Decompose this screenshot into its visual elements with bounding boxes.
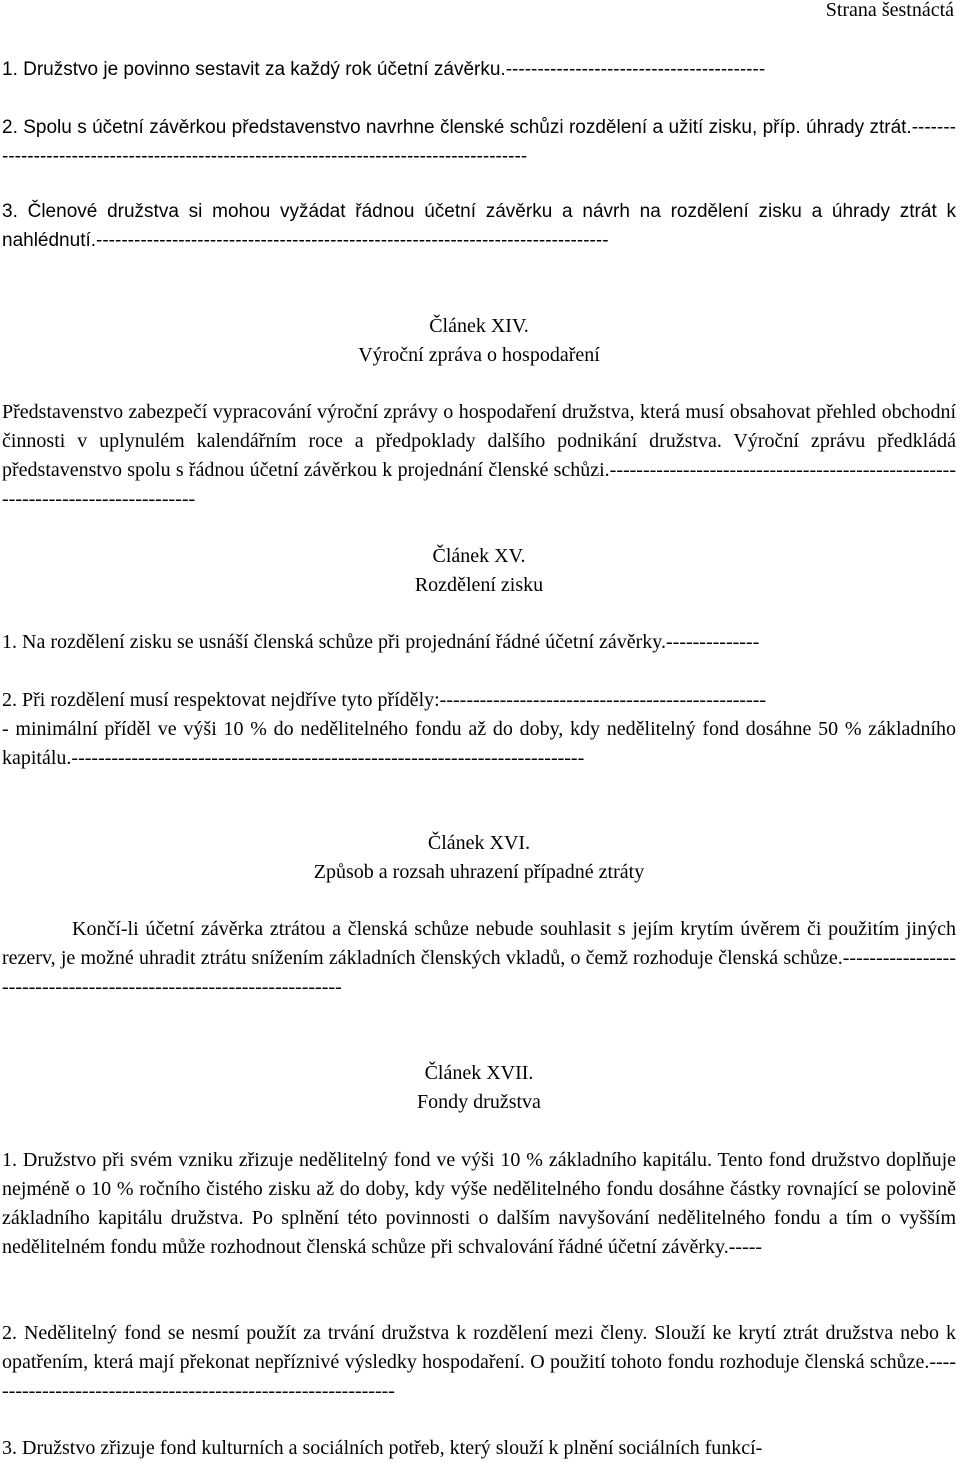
paragraph-1: 1. Družstvo je povinno sestavit za každý rok účetní závěrku.----------------------------------------- (2, 59, 766, 80)
article-xv-paragraph-2: 2. Při rozdělení musí respektovat nejdříve tyto příděly:------------------------------------------------- (2, 689, 767, 711)
article-xv-paragraph-1: 1. Na rozdělení zisku se usnáší členská schůze při projednání řádné účetní závěrky.-------------- (2, 631, 760, 653)
paragraph-2: 2. Spolu s účetní závěrkou představenstvo navrhne členské schůzi rozdělení a užití zisku, příp. úhrady ztrát.------------------------------------------------------------------------------------------ (2, 117, 956, 167)
article-xvii-title: Článek XVII. (424, 1062, 534, 1084)
article-xvii-paragraph-1: 1. Družstvo při svém vzniku zřizuje nedělitelný fond ve výši 10 % základního kapitálu. Tento fond družstvo doplňuje nejméně o 10 % ročního čistého zisku až do doby, kdy výše nedělitelného fondu dosáhne částky rovnající se polovině základního kapitálu družstva. Po splnění této povinnosti o dalším navyšování nedělitelného fondu a tím o vyšším nedělitelném fondu může rozhodnout členská schůze při schvalování řádné účetní závěrky.----- (2, 1149, 956, 1258)
article-xvi-subtitle: Způsob a rozsah uhrazení případné ztráty (313, 861, 645, 883)
article-xvii-paragraph-2: 2. Nedělitelný fond se nesmí použít za trvání družstva k rozdělení mezi členy. Slouží ke krytí ztrát družstva nebo k opatřením, která mají překonat nepříznivé výsledky hospodaření. O použití tohoto fondu rozhoduje členská schůze.--------------------------------------------------------------- (2, 1322, 956, 1402)
page-number: Strana šestnáctá (825, 0, 954, 21)
article-xvi-title: Článek XVI. (427, 832, 531, 854)
paragraph-3: 3. Členové družstva si mohou vyžádat řádnou účetní závěrku a návrh na rozdělení zisku a úhrady ztrát k nahlédnutí.--------------------------------------------------------------------------------- (2, 201, 956, 251)
article-xiv-subtitle: Výroční zpráva o hospodaření (358, 344, 600, 366)
article-xv-subtitle: Rozdělení zisku (414, 574, 544, 596)
article-xvi-text: Končí-li účetní závěrka ztrátou a členská schůze nebude souhlasit s jejím krytím úvěrem či použitím jiných rezerv, je možné uhradit ztrátu snížením základních členských vkladů, o čemž rozhoduje členská schůze.-------------------------------------------------------------------- (2, 918, 956, 998)
article-xv-title: Článek XV. (432, 545, 526, 567)
article-xvii-subtitle: Fondy družstva (417, 1091, 541, 1113)
article-xvii-paragraph-3: 3. Družstvo zřizuje fond kulturních a sociálních potřeb, který slouží k plnění sociálních funkcí- (2, 1437, 763, 1459)
article-xv-bullet: - minimální příděl ve výši 10 % do nedělitelného fondu až do doby, kdy nedělitelný fond dosáhne 50 % základního kapitálu.----------------------------------------------------------------------------- (2, 718, 956, 769)
article-xiv-title: Článek XIV. (429, 315, 529, 337)
article-xiv-text: Představenstvo zabezpečí vypracování výroční zprávy o hospodaření družstva, která musí obsahovat přehled obchodní činnosti v uplynulém kalendářním roce a předpoklady dalšího podnikání družstva. Výroční zprávu předkládá představenstvo spolu s řádnou účetní závěrkou k projednání členské schůzi.--------------------------------------------------------------------------------- (2, 401, 956, 510)
